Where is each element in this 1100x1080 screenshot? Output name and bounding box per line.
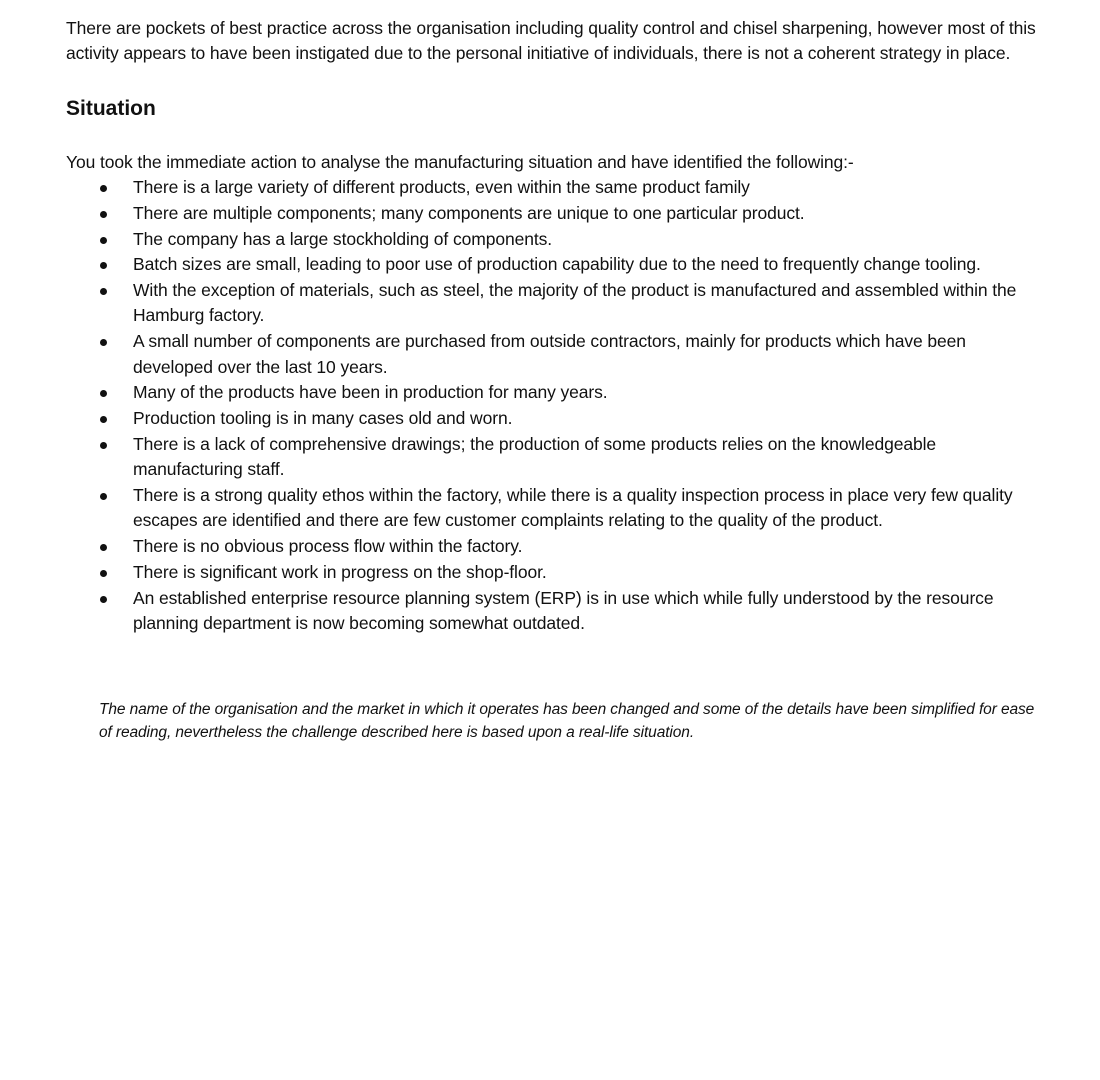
list-item-text: A small number of components are purchased from outside contractors, mainly for products which have been developed over the last 10 years. xyxy=(133,331,966,377)
list-item-text: An established enterprise resource planning system (ERP) is in use which while fully understood by the resource planning department is now becoming somewhat outdated. xyxy=(133,587,994,634)
bullet-icon xyxy=(100,185,107,192)
list-item-text: There are multiple components; many components are unique to one particular product. xyxy=(133,202,805,223)
document-page xyxy=(66,16,1046,744)
bullet-icon xyxy=(100,211,107,218)
bullet-icon xyxy=(100,493,107,500)
list-item xyxy=(66,201,1046,226)
list-item xyxy=(66,227,1046,252)
list-item-text: There is a lack of comprehensive drawings; the production of some products relies on the knowledgeable manufacturing staff. xyxy=(133,433,937,480)
intro-paragraph: There are pockets of best practice across the organisation including quality control and chisel sharpening, however most of this activity appears to have been instigated due to the personal initiative of individuals, there is not a coherent strategy in place. xyxy=(66,18,1036,63)
bullet-icon xyxy=(100,544,107,551)
list-item xyxy=(66,175,1046,200)
list-item-text: With the exception of materials, such as steel, the majority of the product is manufactured and assembled within the Hamburg factory. xyxy=(133,280,1017,326)
list-item xyxy=(66,278,1046,329)
list-item-text: The company has a large stockholding of components. xyxy=(133,228,553,249)
list-item xyxy=(66,380,1046,405)
bullet-icon xyxy=(100,390,107,397)
list-item xyxy=(66,406,1046,431)
bullet-icon xyxy=(100,237,107,244)
list-item-text: There is a large variety of different products, even within the same product family xyxy=(133,177,750,197)
bullet-icon xyxy=(100,442,107,449)
situation-bullet-list xyxy=(66,175,1046,636)
lead-sentence: You took the immediate action to analyse the manufacturing situation and have identified the following:- xyxy=(66,152,854,172)
list-item xyxy=(66,534,1046,559)
list-item-text: Batch sizes are small, leading to poor use of production capability due to the need to frequently change tooling. xyxy=(133,254,981,275)
bullet-icon xyxy=(100,288,107,295)
list-item-text: There is significant work in progress on the shop-floor. xyxy=(133,561,547,582)
list-item xyxy=(66,252,1046,277)
bullet-icon xyxy=(100,596,107,603)
list-item-text: Many of the products have been in production for many years. xyxy=(133,382,608,403)
list-item xyxy=(66,586,1046,637)
bullet-icon xyxy=(100,416,107,423)
list-item-text: There is no obvious process flow within the factory. xyxy=(133,536,523,557)
section-heading-situation: Situation xyxy=(66,97,156,120)
list-item-text: There is a strong quality ethos within the factory, while there is a quality inspection process in place very few quality escapes are identified and there are few customer complaints relating to the quality of the product. xyxy=(133,485,1013,531)
list-item-text: Production tooling is in many cases old and worn. xyxy=(133,408,513,429)
list-item xyxy=(66,483,1046,534)
bullet-icon xyxy=(100,339,107,346)
list-item xyxy=(66,560,1046,585)
list-item xyxy=(66,432,1046,483)
list-item xyxy=(66,329,1046,380)
footnote: The name of the organisation and the market in which it operates has been changed and some of the details have been simplified for ease of reading, nevertheless the challenge described here is based upon a real-life situation. xyxy=(99,701,1035,742)
bullet-icon xyxy=(100,262,107,269)
bullet-icon xyxy=(100,570,107,577)
